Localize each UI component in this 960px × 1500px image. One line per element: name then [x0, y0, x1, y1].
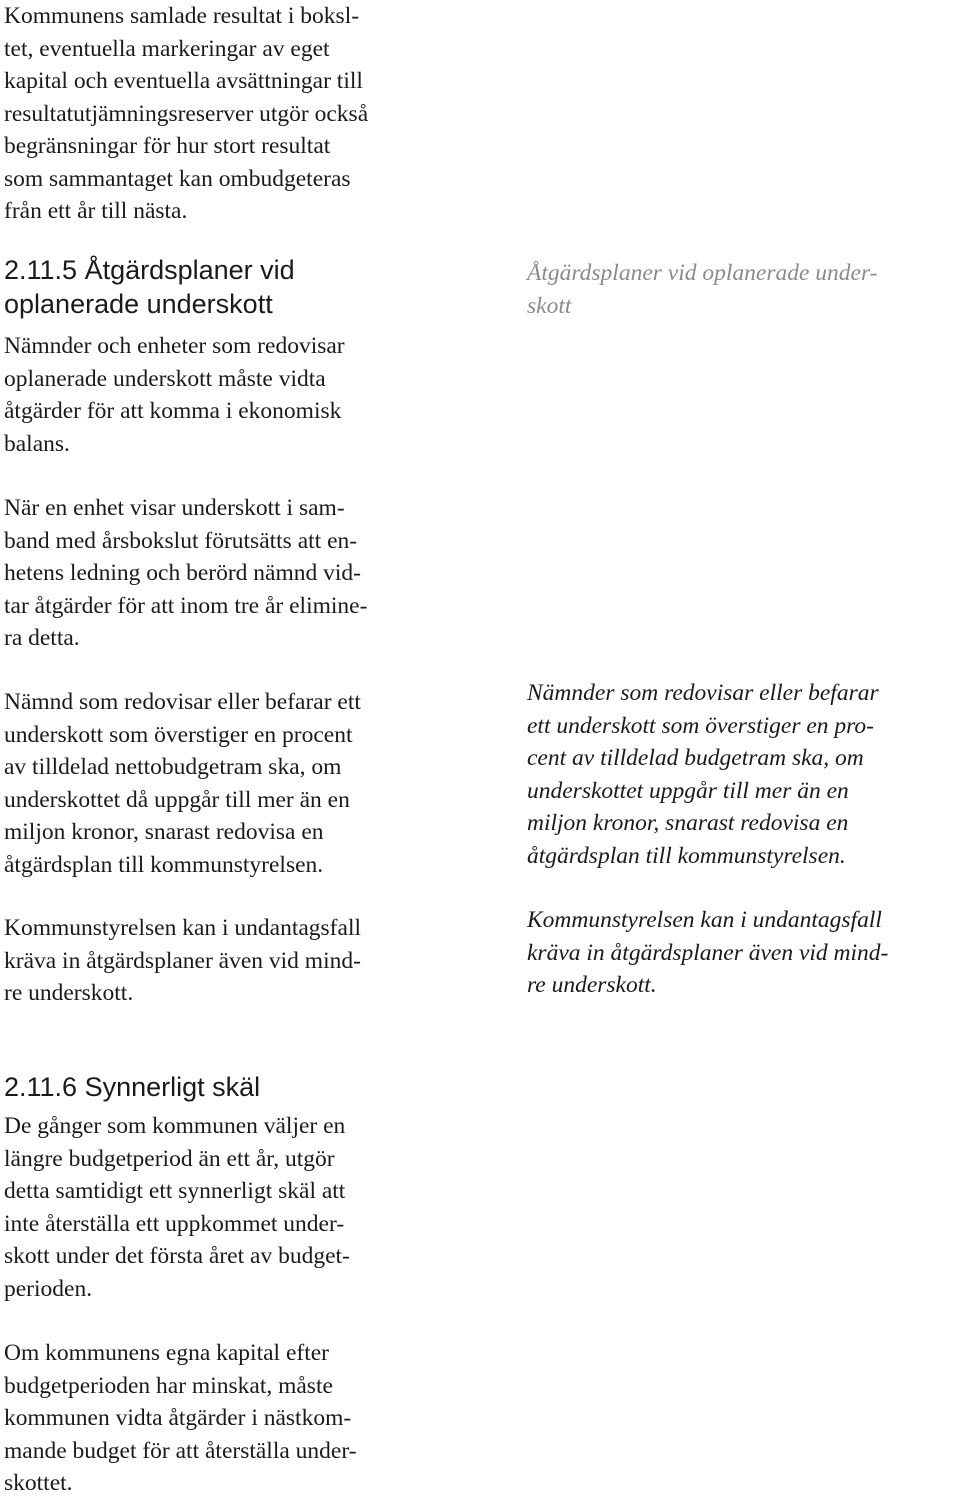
paragraph-synnerligt	[4, 1110, 350, 1305]
margin-note-kommunstyrelsen	[527, 904, 888, 1002]
margin-line: skott	[527, 292, 572, 319]
heading-line: 2.11.5 Åtgärdsplaner vid	[4, 255, 295, 285]
text-line: längre budgetperiod än ett år, utgör	[4, 1145, 335, 1172]
paragraph-namnder	[4, 330, 345, 460]
margin-line: Nämnder som redovisar eller befarar	[527, 680, 879, 706]
text-line: skottet.	[4, 1470, 73, 1496]
section-heading-2-11-6	[4, 1070, 260, 1104]
margin-line: ett underskott som överstiger en pro-	[527, 712, 875, 739]
text-line: mande budget för att återställa under-	[4, 1437, 357, 1464]
text-line: underskott som överstiger en procent	[4, 721, 353, 748]
text-line: kommunen vidta åtgärder i nästkom-	[4, 1405, 352, 1431]
paragraph-result	[4, 0, 368, 228]
margin-line: re underskott.	[527, 972, 657, 998]
heading-line: oplanerade underskott	[4, 289, 273, 319]
text-line: Nämnd som redovisar eller befarar ett	[4, 689, 361, 715]
text-line: skott under det första året av budget-	[4, 1243, 350, 1269]
text-line: De gånger som kommunen väljer en	[4, 1113, 346, 1139]
text-line: underskottet då uppgår till mer än en	[4, 786, 350, 813]
text-line: Kommunstyrelsen kan i undantagsfall	[4, 915, 361, 941]
margin-heading-atgardsplaner	[527, 257, 877, 322]
text-line: av tilldelad nettobudgetram ska, om	[4, 754, 342, 780]
text-line: detta samtidigt ett synnerligt skäl att	[4, 1178, 346, 1204]
margin-line: underskottet uppgår till mer än en	[527, 777, 849, 804]
margin-line: kräva in åtgärdsplaner även vid mind-	[527, 939, 889, 966]
text-line: från ett år till nästa.	[4, 198, 188, 224]
text-line: perioden.	[4, 1275, 93, 1302]
margin-line: cent av tilldelad budgetram ska, om	[527, 745, 864, 771]
text-line: miljon kronor, snarast redovisa en	[4, 819, 324, 845]
text-line: åtgärdsplan till kommunstyrelsen.	[4, 851, 324, 878]
text-line: tet, eventuella markeringar av eget	[4, 35, 330, 62]
paragraph-enhet	[4, 492, 367, 655]
text-line: budgetperioden har minskat, måste	[4, 1372, 333, 1399]
text-line: ra detta.	[4, 625, 80, 651]
margin-line: Kommunstyrelsen kan i undantagsfall	[527, 907, 882, 933]
margin-note-namnder	[527, 677, 879, 872]
text-line: tar åtgärder för att inom tre år elimine-	[4, 592, 368, 619]
text-line: resultatutjämningsreserver utgör också	[4, 100, 369, 127]
text-line: balans.	[4, 430, 70, 457]
text-line: Nämnder och enheter som redovisar	[4, 333, 345, 359]
margin-line: åtgärdsplan till kommunstyrelsen.	[527, 842, 846, 869]
paragraph-namnd	[4, 686, 361, 881]
text-line: kapital och eventuella avsättningar till	[4, 68, 363, 94]
text-line: som sammantaget kan ombudgeteras	[4, 165, 351, 192]
text-line: åtgärder för att komma i ekonomisk	[4, 398, 342, 424]
text-line: oplanerade underskott måste vidta	[4, 365, 326, 392]
paragraph-kommunstyrelsen	[4, 912, 361, 1010]
text-line: När en enhet visar underskott i sam-	[4, 495, 345, 521]
text-line: Om kommunens egna kapital efter	[4, 1340, 329, 1366]
paragraph-kapital	[4, 1337, 357, 1500]
text-line: inte återställa ett uppkommet under-	[4, 1210, 345, 1237]
section-heading-2-11-5	[4, 253, 295, 321]
text-line: kräva in åtgärdsplaner även vid mind-	[4, 947, 361, 974]
text-line: hetens ledning och berörd nämnd vid-	[4, 560, 361, 586]
margin-line: miljon kronor, snarast redovisa en	[527, 810, 849, 836]
text-line: re underskott.	[4, 980, 134, 1006]
text-line: band med årsbokslut förutsätts att en-	[4, 527, 358, 554]
text-line: Kommunens samlade resultat i boksl-	[4, 3, 360, 29]
heading-line: 2.11.6 Synnerligt skäl	[4, 1072, 261, 1102]
margin-line: Åtgärdsplaner vid oplanerade under-	[527, 260, 878, 286]
text-line: begränsningar för hur stort resultat	[4, 133, 331, 159]
